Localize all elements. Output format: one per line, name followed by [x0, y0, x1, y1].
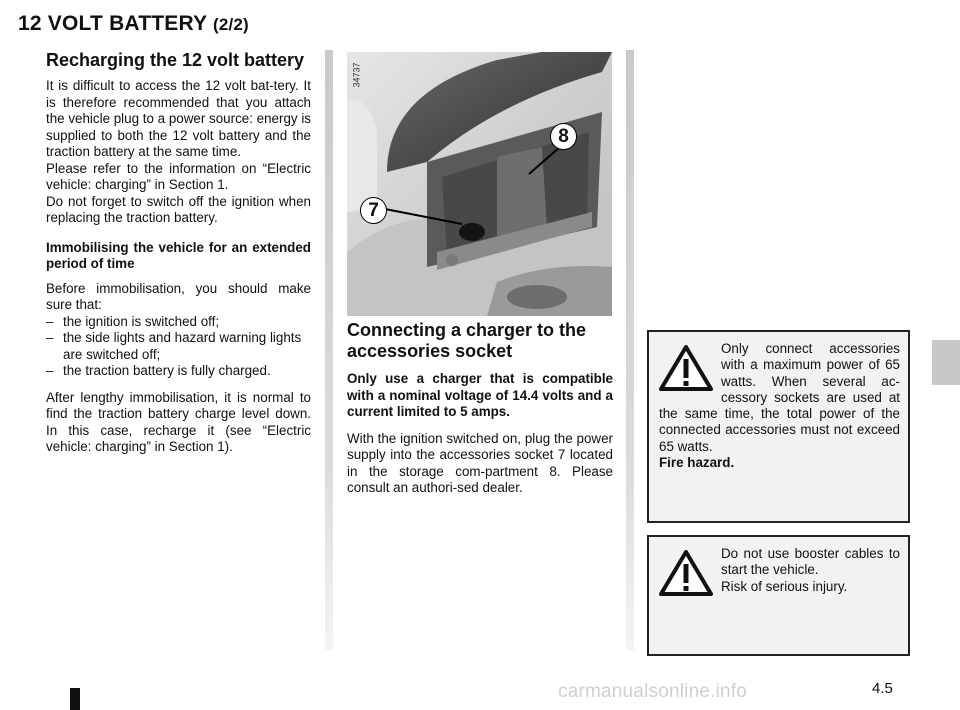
- before-paragraph: Before immobilisation, you should make sure that:: [46, 280, 311, 312]
- column-divider-left: [325, 50, 333, 650]
- immobilising-subheading: Immobilising the vehicle for an extended period of time: [46, 239, 311, 271]
- callout-7: [360, 197, 387, 224]
- warning-emphasis-fire: Fire hazard.: [659, 455, 735, 471]
- page-title: [18, 12, 249, 36]
- storage-compartment-figure: [347, 52, 612, 316]
- warning-triangle-icon: [659, 345, 713, 391]
- after-paragraph: After lengthy immobilisation, it is normal to find the traction battery charge level down. In this case, recharge it (see “Electric vehicle: charging” in Section 1).: [46, 389, 311, 454]
- checklist-item: – the ignition is switched off;: [46, 314, 311, 331]
- warning-text-power: Only connect accessories with a maximum power of 65 watts. When several ac-cessory sockets are used at the same time, the total power of the connected accessories must not exceed 65 watts.: [659, 341, 900, 454]
- callout-7-label: 7: [368, 200, 379, 221]
- title-sub: (2/2): [212, 15, 249, 34]
- corner-crop-mark: [70, 688, 80, 710]
- figure-reference-number: 34737: [351, 62, 362, 88]
- left-column: [46, 50, 311, 466]
- callout-8: [550, 123, 577, 150]
- watermark: carmanualsonline.info: [558, 681, 748, 702]
- warning-emphasis-injury: Risk of serious injury.: [721, 578, 848, 594]
- charger-requirements: Only use a charger that is compatible with a nominal voltage of 14.4 volts and a current limited to 5 amps.: [347, 371, 613, 419]
- warning-text-booster: Do not use booster cables to start the vehicle.: [721, 546, 900, 578]
- intro-paragraph: It is difficult to access the 12 volt bat-tery. It is therefore recommended that you attach the vehicle plug to a power source: energy is supplied to both the 12 volt battery and the traction battery at the same time.: [46, 78, 311, 159]
- refer-paragraph: Please refer to the information on “Electric vehicle: charging” in Section 1.: [46, 160, 311, 192]
- warning-triangle-icon: [659, 550, 713, 596]
- callout-8-label: 8: [558, 126, 569, 147]
- section-tab-marker: [932, 340, 960, 385]
- column-divider-right: [626, 50, 634, 650]
- warning-box-power: [647, 330, 910, 523]
- page-number: 4.5: [872, 680, 893, 697]
- checklist: [46, 314, 311, 380]
- section-heading-recharging: Recharging the 12 volt battery: [46, 50, 305, 70]
- charger-instructions: With the ignition switched on, plug the power supply into the accessories socket 7 located in the storage com-partment 8. Please consult an authori-sed dealer.: [347, 430, 613, 495]
- switch-off-paragraph: Do not forget to switch off the ignition when replacing the traction battery.: [46, 193, 311, 225]
- middle-column: [347, 320, 613, 507]
- checklist-item: – the traction battery is fully charged.: [46, 363, 311, 380]
- checklist-item: – the side lights and hazard warning lights are switched off;: [46, 330, 311, 363]
- section-heading-charger: Connecting a charger to the accessories socket: [347, 320, 587, 361]
- compartment-illustration: [347, 52, 612, 316]
- title-main: 12 VOLT BATTERY: [18, 12, 207, 35]
- warning-box-booster: [647, 535, 910, 656]
